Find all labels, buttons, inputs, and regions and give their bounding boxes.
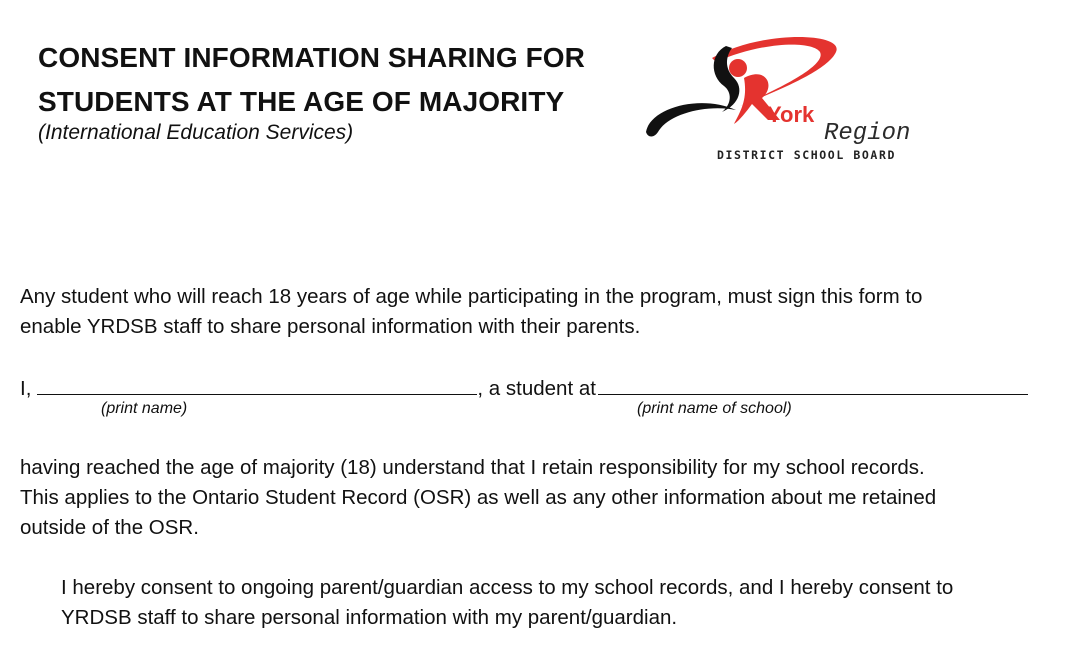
intro-line-2: enable YRDSB staff to share personal information with their parents. [20,315,641,338]
logo-black-figure [714,46,740,112]
form-subtitle: (International Education Services) [38,121,354,144]
fill-prefix: I, [20,377,32,400]
logo-red-head [729,59,747,77]
statement-line-3: outside of the OSR. [20,516,199,539]
intro-line-1: Any student who will reach 18 years of age while participating in the program, must sign this form to [20,285,923,308]
statement-line-1: having reached the age of majority (18) understand that I retain responsibility for my school records. [20,456,925,479]
print-name-hint: (print name) [101,400,188,417]
statement-paragraph [20,453,1060,543]
logo-wordmark-york: York [767,102,815,127]
student-name-blank[interactable] [37,372,477,395]
school-name-blank[interactable] [598,372,1028,395]
yrdsb-logo-mark [640,28,920,168]
intro-paragraph [20,282,1060,342]
logo-wordmark-board: DISTRICT SCHOOL BOARD [717,148,896,162]
logo-wordmark-region: Region [824,120,911,147]
consent-paragraph [61,573,1071,633]
form-title-line-2: STUDENTS AT THE AGE OF MAJORITY [38,86,565,117]
consent-line-2: YRDSB staff to share personal information with my parent/guardian. [61,606,678,629]
fill-middle-text: , a student at [477,377,596,400]
logo-black-swoosh [646,103,736,136]
statement-line-2: This applies to the Ontario Student Record (OSR) as well as any other information about me retained [20,486,937,509]
yrdsb-logo [640,28,920,168]
form-title [38,36,585,124]
print-school-hint: (print name of school) [637,400,792,417]
consent-line-1: I hereby consent to ongoing parent/guardian access to my school records, and I hereby consent to [61,576,954,599]
form-title-line-1: CONSENT INFORMATION SHARING FOR [38,42,586,73]
